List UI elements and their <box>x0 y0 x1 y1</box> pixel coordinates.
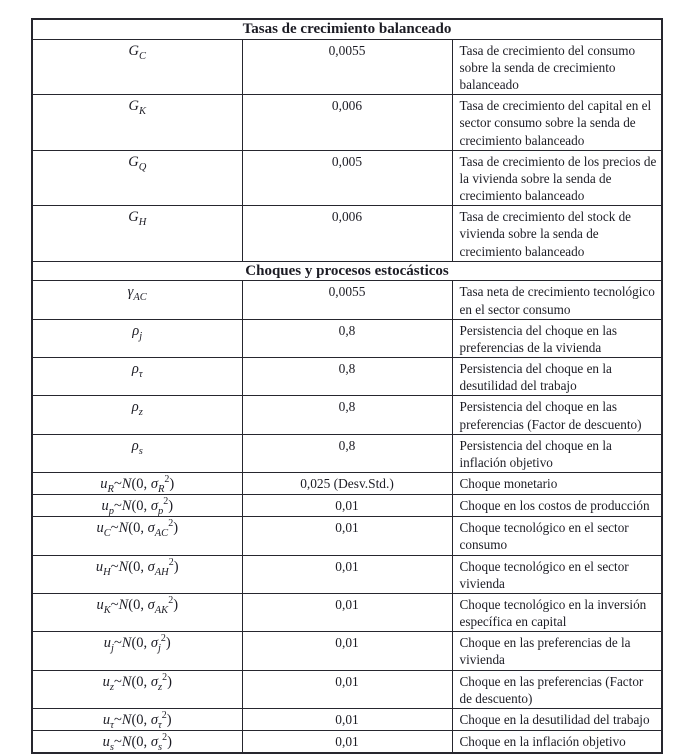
param-description: Persistencia del choque en la desutilidad del trabajo <box>452 358 662 396</box>
param-symbol: $u_R\sim N(0$, $\sigma_R^2$) <box>32 473 242 495</box>
param-value: 0,01 <box>242 593 452 631</box>
param-value: 0,8 <box>242 434 452 472</box>
param-table-body <box>32 19 662 753</box>
param-symbol: $G_Q$ <box>32 150 242 205</box>
param-value: 0,01 <box>242 730 452 753</box>
param-description: Tasa neta de crecimiento tecnológico en el sector consumo <box>452 281 662 319</box>
table-row <box>32 632 662 670</box>
param-symbol: $\rho_s$ <box>32 434 242 472</box>
param-symbol: $u_p\sim N(0$, $\sigma_p^2$) <box>32 495 242 517</box>
param-description: Tasa de crecimiento del consumo sobre la senda de crecimiento balanceado <box>452 39 662 94</box>
param-value: 0,01 <box>242 632 452 670</box>
param-value: 0,01 <box>242 708 452 730</box>
param-symbol: $u_s\sim N(0$, $\sigma_s^2$) <box>32 730 242 753</box>
table-row <box>32 39 662 94</box>
table-row <box>32 730 662 753</box>
param-value: 0,006 <box>242 95 452 150</box>
param-symbol: $G_C$ <box>32 39 242 94</box>
param-symbol: $\rho_\tau$ <box>32 358 242 396</box>
param-value: 0,01 <box>242 670 452 708</box>
table-row <box>32 319 662 357</box>
param-value: 0,005 <box>242 150 452 205</box>
table-row <box>32 206 662 261</box>
param-value: 0,006 <box>242 206 452 261</box>
table-row <box>32 670 662 708</box>
param-description: Choque en las preferencias (Factor de descuento) <box>452 670 662 708</box>
table-row <box>32 396 662 434</box>
param-symbol: $\rho_j$ <box>32 319 242 357</box>
section-header: Choques y procesos estocásticos <box>32 261 662 281</box>
param-value: 0,0055 <box>242 281 452 319</box>
param-value: 0,0055 <box>242 39 452 94</box>
param-value: 0,01 <box>242 495 452 517</box>
param-description: Tasa de crecimiento de los precios de la vivienda sobre la senda de crecimiento balanceado <box>452 150 662 205</box>
param-value: 0,8 <box>242 319 452 357</box>
param-symbol: $u_C\sim N(0$, $\sigma_{AC}^2$) <box>32 517 242 555</box>
table-row <box>32 473 662 495</box>
param-symbol: $u_j\sim N(0$, $\sigma_j^2$) <box>32 632 242 670</box>
param-symbol: $G_H$ <box>32 206 242 261</box>
table-row <box>32 593 662 631</box>
table-row <box>32 517 662 555</box>
param-description: Choque en la desutilidad del trabajo <box>452 708 662 730</box>
param-value: 0,01 <box>242 517 452 555</box>
param-description: Persistencia del choque en las preferencias (Factor de descuento) <box>452 396 662 434</box>
param-description: Choque tecnológico en el sector vivienda <box>452 555 662 593</box>
param-description: Choque en la inflación objetivo <box>452 730 662 753</box>
table-row <box>32 495 662 517</box>
parameter-table <box>31 18 663 754</box>
param-value: 0,8 <box>242 396 452 434</box>
table-row <box>32 708 662 730</box>
param-description: Choque en los costos de producción <box>452 495 662 517</box>
param-symbol: $u_K\sim N(0$, $\sigma_{AK}^2$) <box>32 593 242 631</box>
param-value: 0,025 (Desv.Std.) <box>242 473 452 495</box>
param-value: 0,01 <box>242 555 452 593</box>
param-description: Tasa de crecimiento del stock de vivienda sobre la senda de crecimiento balanceado <box>452 206 662 261</box>
table-row <box>32 281 662 319</box>
param-symbol: $u_H\sim N(0$, $\sigma_{AH}^2$) <box>32 555 242 593</box>
param-description: Persistencia del choque en la inflación objetivo <box>452 434 662 472</box>
param-symbol: $u_\tau\sim N(0$, $\sigma_\tau^2$) <box>32 708 242 730</box>
param-description: Choque tecnológico en la inversión específica en capital <box>452 593 662 631</box>
table-row <box>32 150 662 205</box>
section-header-row <box>32 19 662 39</box>
table-row <box>32 434 662 472</box>
param-description: Tasa de crecimiento del capital en el sector consumo sobre la senda de crecimiento balanceado <box>452 95 662 150</box>
param-symbol: $u_z\sim N(0$, $\sigma_z^2$) <box>32 670 242 708</box>
param-value: 0,8 <box>242 358 452 396</box>
param-description: Persistencia del choque en las preferencias de la vivienda <box>452 319 662 357</box>
section-header-row <box>32 261 662 281</box>
table-row <box>32 555 662 593</box>
param-description: Choque tecnológico en el sector consumo <box>452 517 662 555</box>
table-row <box>32 95 662 150</box>
param-symbol: $G_K$ <box>32 95 242 150</box>
param-symbol: $\gamma_{AC}$ <box>32 281 242 319</box>
table-row <box>32 358 662 396</box>
param-description: Choque en las preferencias de la vivienda <box>452 632 662 670</box>
section-header: Tasas de crecimiento balanceado <box>32 19 662 39</box>
param-symbol: $\rho_z$ <box>32 396 242 434</box>
param-description: Choque monetario <box>452 473 662 495</box>
